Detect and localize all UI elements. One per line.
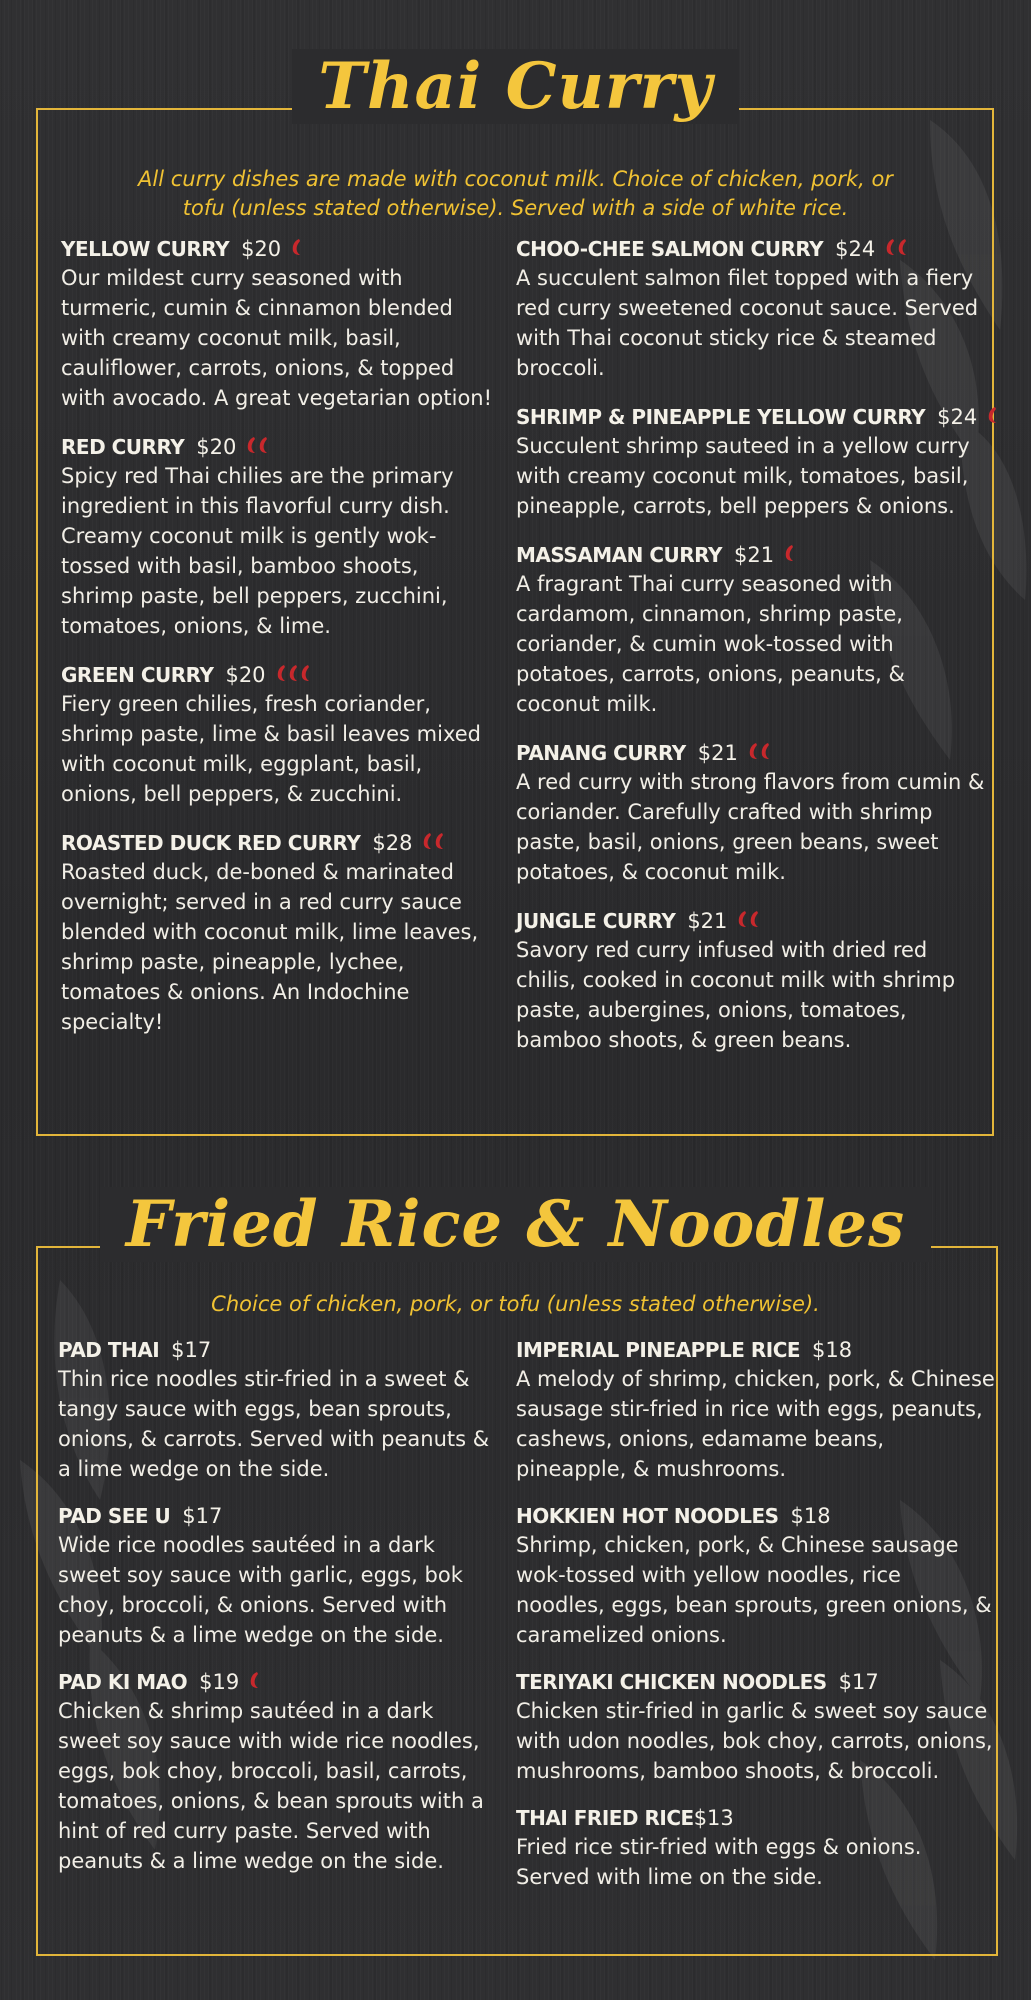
menu-item-price: $17 bbox=[182, 1504, 223, 1528]
menu-item-description: Succulent shrimp sauteed in a yellow curry with creamy coconut milk, tomatoes, basil, pineapple, carrots, bell peppers & onions. bbox=[516, 434, 970, 518]
spice-level-chili-icons bbox=[784, 544, 795, 566]
menu-item-description: Wide rice noodles sautéed in a dark sweet soy sauce with garlic, eggs, bok choy, broccoli, & onions. Served with peanuts & a lime wedge on the side. bbox=[58, 1533, 463, 1647]
menu-item bbox=[516, 405, 986, 521]
spice-level-chili-icons bbox=[987, 406, 998, 428]
menu-item-name: PANANG CURRY bbox=[516, 741, 686, 765]
chili-pepper-icon bbox=[288, 664, 299, 686]
chili-pepper-icon bbox=[737, 910, 748, 932]
spice-level-chili-icons bbox=[249, 1671, 260, 1693]
menu-item-name: IMPERIAL PINEAPPLE RICE bbox=[516, 1338, 801, 1362]
chili-pepper-icon bbox=[885, 238, 896, 260]
menu-item-header bbox=[58, 1338, 498, 1362]
menu-item bbox=[516, 237, 986, 383]
menu-item bbox=[61, 663, 495, 809]
menu-item-header bbox=[61, 831, 495, 855]
menu-item-description: Chicken stir-fried in garlic & sweet soy sauce with udon noodles, bok choy, carrots, onions, mushrooms, bamboo shoots, & broccoli. bbox=[516, 1699, 993, 1783]
menu-item-description: A melody of shrimp, chicken, pork, & Chinese sausage stir-fried in rice with eggs, peanuts, cashews, onions, edamame beans, pineapple, & mushrooms. bbox=[516, 1367, 995, 1481]
spice-level-chili-icons bbox=[422, 832, 445, 854]
menu-item-header bbox=[516, 543, 986, 567]
menu-item-price: $21 bbox=[733, 543, 775, 567]
menu-item-name: GREEN CURRY bbox=[61, 663, 214, 687]
chili-pepper-icon bbox=[246, 436, 257, 458]
spice-level-chili-icons bbox=[291, 238, 302, 260]
menu-item bbox=[516, 1338, 996, 1484]
menu-item bbox=[61, 831, 495, 1037]
menu-item-header bbox=[516, 1806, 996, 1830]
noodles-right-column bbox=[516, 1338, 996, 1892]
chili-pepper-icon bbox=[258, 436, 269, 458]
curry-title-text: Thai Curry bbox=[292, 49, 738, 124]
menu-item bbox=[61, 435, 495, 641]
menu-item-description: A red curry with strong flavors from cumin & coriander. Carefully crafted with shrimp paste, basil, onions, green beans, sweet potatoes, & coconut milk. bbox=[516, 770, 985, 884]
menu-item-price: $18 bbox=[790, 1504, 831, 1528]
menu-item-header bbox=[516, 1338, 996, 1362]
menu-item-header bbox=[58, 1504, 498, 1528]
menu-item bbox=[516, 741, 986, 887]
spice-level-chili-icons bbox=[276, 664, 311, 686]
chili-pepper-icon bbox=[760, 742, 771, 764]
spice-level-chili-icons bbox=[885, 238, 908, 260]
menu-item-name: ROASTED DUCK RED CURRY bbox=[61, 831, 361, 855]
menu-item-name: MASSAMAN CURRY bbox=[516, 543, 722, 567]
chili-pepper-icon bbox=[434, 832, 445, 854]
menu-item-header bbox=[516, 237, 986, 261]
menu-item-name: PAD THAI bbox=[58, 1338, 160, 1362]
chili-pepper-icon bbox=[249, 1671, 260, 1693]
menu-item-price: $24 bbox=[835, 237, 876, 261]
noodles-left-column bbox=[58, 1338, 498, 1876]
menu-item bbox=[516, 1670, 996, 1786]
menu-item-name: CHOO-CHEE SALMON CURRY bbox=[516, 237, 824, 261]
chili-pepper-icon bbox=[748, 742, 759, 764]
menu-item-header bbox=[516, 1670, 996, 1694]
menu-item-header bbox=[516, 909, 986, 933]
menu-item-description: Fiery green chilies, fresh coriander, shrimp paste, lime & basil leaves mixed with coconut milk, eggplant, basil, onions, bell peppers, & zucchini. bbox=[61, 692, 481, 806]
chili-pepper-icon bbox=[276, 664, 287, 686]
menu-item-name: PAD KI MAO bbox=[58, 1670, 188, 1694]
curry-intro-line-1: All curry dishes are made with coconut milk. Choice of chicken, pork, or bbox=[138, 167, 893, 191]
menu-item-description: Chicken & shrimp sautéed in a dark sweet soy sauce with wide rice noodles, eggs, bok choy, broccoli, basil, carrots, tomatoes, onions, & bean sprouts with a hint of red curry paste. Served with peanuts & a lime wedge on the side. bbox=[58, 1699, 484, 1873]
chili-pepper-icon bbox=[422, 832, 433, 854]
menu-item-price: $18 bbox=[812, 1338, 853, 1362]
menu-item-name: HOKKIEN HOT NOODLES bbox=[516, 1504, 779, 1528]
menu-item-header bbox=[61, 237, 495, 261]
menu-item-price: $24 bbox=[937, 405, 978, 429]
menu-item bbox=[516, 1504, 996, 1650]
menu-item-description: Spicy red Thai chilies are the primary ingredient in this flavorful curry dish. Creamy coconut milk is gently wok-tossed with basil, bamboo shoots, shrimp paste, bell peppers, zucchini, tomatoes, onions, & lime. bbox=[61, 464, 454, 638]
chili-pepper-icon bbox=[300, 664, 311, 686]
menu-item-description: A fragrant Thai curry seasoned with cardamom, cinnamon, shrimp paste, coriander, & cumin wok-tossed with potatoes, carrots, onions, peanuts, & coconut milk. bbox=[516, 572, 905, 716]
menu-item-header bbox=[516, 405, 986, 429]
spice-level-chili-icons bbox=[748, 742, 771, 764]
menu-item-name: THAI FRIED RICE bbox=[516, 1806, 694, 1830]
menu-item bbox=[516, 1806, 996, 1892]
menu-item-description: Our mildest curry seasoned with turmeric, cumin & cinnamon blended with creamy coconut milk, basil, cauliflower, carrots, onions, & topped with avocado. A great vegetarian option! bbox=[61, 266, 493, 410]
menu-item bbox=[516, 909, 986, 1055]
menu-item bbox=[58, 1670, 498, 1876]
spice-level-chili-icons bbox=[737, 910, 760, 932]
curry-left-column bbox=[61, 237, 495, 1037]
noodles-section-title bbox=[0, 1180, 1031, 1270]
menu-item bbox=[58, 1504, 498, 1650]
chili-pepper-icon bbox=[784, 544, 795, 566]
menu-item-price: $21 bbox=[687, 909, 728, 933]
menu-item-price: $13 bbox=[693, 1806, 734, 1830]
menu-item-description: A succulent salmon filet topped with a fiery red curry sweetened coconut sauce. Served with Thai coconut sticky rice & steamed broccoli. bbox=[516, 266, 979, 380]
noodles-title-text: Fried Rice & Noodles bbox=[100, 1187, 931, 1262]
chili-pepper-icon bbox=[291, 238, 302, 260]
menu-item-header bbox=[61, 663, 495, 687]
noodles-intro-line-1: Choice of chicken, pork, or tofu (unless stated otherwise). bbox=[211, 1292, 820, 1316]
menu-item-description: Fried rice stir-fried with eggs & onions. Served with lime on the side. bbox=[516, 1835, 922, 1889]
menu-item bbox=[58, 1338, 498, 1484]
chili-pepper-icon bbox=[987, 406, 998, 428]
menu-item-header bbox=[516, 741, 986, 765]
curry-right-column bbox=[516, 237, 986, 1055]
menu-item-description: Roasted duck, de-boned & marinated overnight; served in a red curry sauce blended with coconut milk, lime leaves, shrimp paste, pineapple, lychee, tomatoes & onions. An Indochine specialty! bbox=[61, 860, 479, 1034]
chili-pepper-icon bbox=[749, 910, 760, 932]
spice-level-chili-icons bbox=[246, 436, 269, 458]
menu-item-price: $20 bbox=[241, 237, 282, 261]
menu-item-price: $21 bbox=[697, 741, 738, 765]
menu-item-name: JUNGLE CURRY bbox=[516, 909, 676, 933]
menu-item-name: SHRIMP & PINEAPPLE YELLOW CURRY bbox=[516, 405, 926, 429]
curry-intro bbox=[0, 165, 1031, 223]
menu-item-description: Shrimp, chicken, pork, & Chinese sausage wok-tossed with yellow noodles, rice noodles, eggs, bean sprouts, green onions, & caramelized onions. bbox=[516, 1533, 992, 1647]
menu-item-price: $17 bbox=[838, 1670, 879, 1694]
menu-item-header bbox=[58, 1670, 498, 1694]
menu-item-name: YELLOW CURRY bbox=[61, 237, 230, 261]
menu-item-name: TERIYAKI CHICKEN NOODLES bbox=[516, 1670, 827, 1694]
menu-item-price: $17 bbox=[171, 1338, 212, 1362]
menu-item-header bbox=[516, 1504, 996, 1528]
menu-item bbox=[516, 543, 986, 719]
menu-item-name: RED CURRY bbox=[61, 435, 185, 459]
menu-item-header bbox=[61, 435, 495, 459]
menu-item bbox=[61, 237, 495, 413]
menu-item-description: Thin rice noodles stir-fried in a sweet & tangy sauce with eggs, bean sprouts, onions, & carrots. Served with peanuts & a lime wedge on the side. bbox=[58, 1367, 490, 1481]
curry-intro-line-2: tofu (unless stated otherwise). Served with a side of white rice. bbox=[182, 196, 849, 220]
curry-section-title bbox=[0, 42, 1031, 132]
menu-item-description: Savory red curry infused with dried red chilis, cooked in coconut milk with shrimp paste, aubergines, onions, tomatoes, bamboo shoots, & green beans. bbox=[516, 938, 956, 1052]
noodles-intro bbox=[0, 1290, 1031, 1319]
menu-item-price: $20 bbox=[225, 663, 266, 687]
menu-item-price: $20 bbox=[196, 435, 237, 459]
menu-item-price: $19 bbox=[199, 1670, 240, 1694]
menu-item-name: PAD SEE U bbox=[58, 1504, 171, 1528]
chili-pepper-icon bbox=[897, 238, 908, 260]
menu-item-price: $28 bbox=[372, 831, 413, 855]
